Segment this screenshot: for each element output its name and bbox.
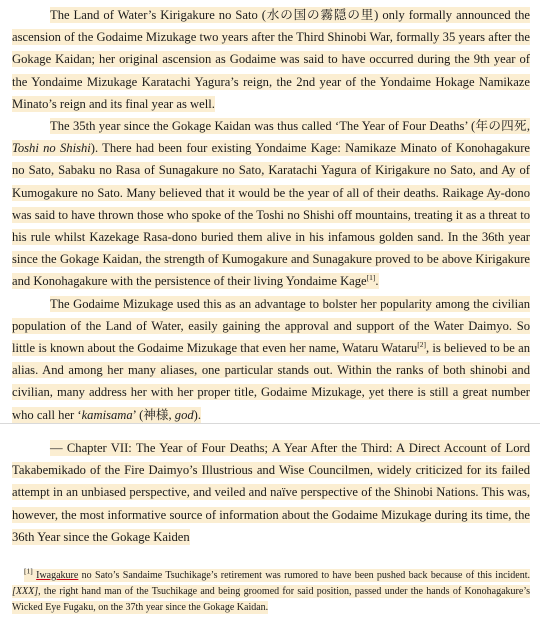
italic-term: kamisama bbox=[81, 407, 133, 422]
footnote-ref-1[interactable]: [1] bbox=[366, 273, 376, 283]
placeholder-name: [XXX] bbox=[12, 586, 39, 597]
paragraph-text: The 35th year since the Gokage Kaidan was thus called ‘The Year of Four Deaths’ (年の四死, bbox=[50, 119, 530, 134]
footnote-ref-2[interactable]: [2] bbox=[417, 339, 427, 349]
paragraph-four-deaths: The 35th year since the Gokage Kaidan was thus called ‘The Year of Four Deaths’ (年の四死, Toshi no Shishi). There had been four existing Yondaime Kage: Namikaze Minato of Konohagakure no Sato, Sabaku no Rasa of Sunagakure no Sato, Karatachi Yagura of Kirigakure no Sato, and Ay of Kumogakure no Sato. Many believed that it would be the year of all of their deaths. Raikage Ay-dono was said to have thrown those who spoke of the Toshi no Shishi off mountains, treating it as a threat to his rule whilst Kazekage Rasa-dono buried them alive in his infamous golden sand. In the 36th year since the Gokage Kaidan, the strength of Kumogakure and Sunagakure proved to be above Kirigakure and Konohagakure with the persistence of their living Yondaime Kage[1]. bbox=[12, 119, 530, 289]
quote-text: — Chapter VII: The Year of Four Deaths; A Year After the Third: A Direct Account of Lord Takabemikado of the Fire Daimyo’s Illustrious and Wise Councilmen, widely criticized for its failed attempt in an unbiased perspective, and veiled and naïve perspective of the Shinobi Nations. This was, however, the most informative source of information about the Godaime Mizukage during its time, the 36th Year since the Gokage Kaiden bbox=[12, 441, 530, 544]
paragraph-text: ). There had been four existing Yondaime Kage: Namikaze Minato of Konohagakure no Sato, Sabaku no Rasa of Sunagakure no Sato, Karatachi Yagura of Kirigakure no Sato, and Ay of Kumogakure no Sato. Many believed that it would be the year of all of their deaths. Raikage Ay-dono was said to have thrown those who spoke of the Toshi no Shishi off mountains, treating it as a threat to his rule whilst Kazekage Rasa-dono buried them alive in his infamous golden sand. In the 36th year since the Gokage Kaidan, the strength of Kumogakure and Sunagakure proved to be above Kirigakure and Konohagakure with the persistence of their living Yondaime Kage bbox=[12, 141, 530, 289]
section-divider bbox=[0, 423, 540, 424]
paragraph-text: The Land of Water’s Kirigakure no Sato (水の国の霧隠の里) only formally announced the ascension of the Godaime Mizukage two years after the Third Shinobi War, formally 35 years after the Gokage Kaidan; her original ascension as Godaime was said to have occurred during the 9th year of the Yondaime Mizukage Karatachi Yagura’s reign, the 2nd year of the Yondaime Hokage Namikaze Minato’s reign and its final year as well. bbox=[12, 8, 530, 111]
italic-term: god bbox=[174, 407, 194, 422]
misspelled-word[interactable]: Iwagakure bbox=[36, 570, 79, 581]
footnote-marker: [1] bbox=[24, 566, 33, 576]
italic-term: Toshi no Shishi bbox=[12, 141, 91, 156]
chapter-quote bbox=[12, 437, 530, 548]
footnote-1: [1] Iwagakure no Sato’s Sandaime Tsuchikage’s retirement was rumored to have been pushed back because of this incident. [XXX], the right hand man of the Tsuchikage and being groomed for said position, passed under the hands of Konohagakure’s Wicked Eye Fugaku, on the 37th year since the Gokage Kaidan. bbox=[12, 566, 531, 613]
paragraph-godaime: The Godaime Mizukage used this as an advantage to bolster her popularity among the civilian population of the Land of Water, easily gaining the approval and support of the Water Daimyo. So little is known about the Godaime Mizukage that even her name, Wataru Wataru[2], is believed to be an alias. And among her many aliases, one particular stands out. Within the ranks of both shinobi and civilian, many address her with her proper title, Godaime Mizukage, yet there is still a great number who call her ‘kamisama’ (神様, god). bbox=[12, 296, 530, 422]
paragraph-ascension bbox=[12, 4, 530, 115]
paragraph-text: The Godaime Mizukage used this as an advantage to bolster her popularity among the civilian population of the Land of Water, easily gaining the approval and support of the Water Daimyo. So little is known about the Godaime Mizukage that even her name, Wataru Wataru bbox=[12, 296, 530, 356]
paragraph-text: , is believed to be an alias. And among her many aliases, one particular stands out. Within the ranks of both shinobi and civilian, many address her with her proper title, Godaime Mizukage, yet there is still a great number who call her ‘ bbox=[12, 341, 530, 422]
